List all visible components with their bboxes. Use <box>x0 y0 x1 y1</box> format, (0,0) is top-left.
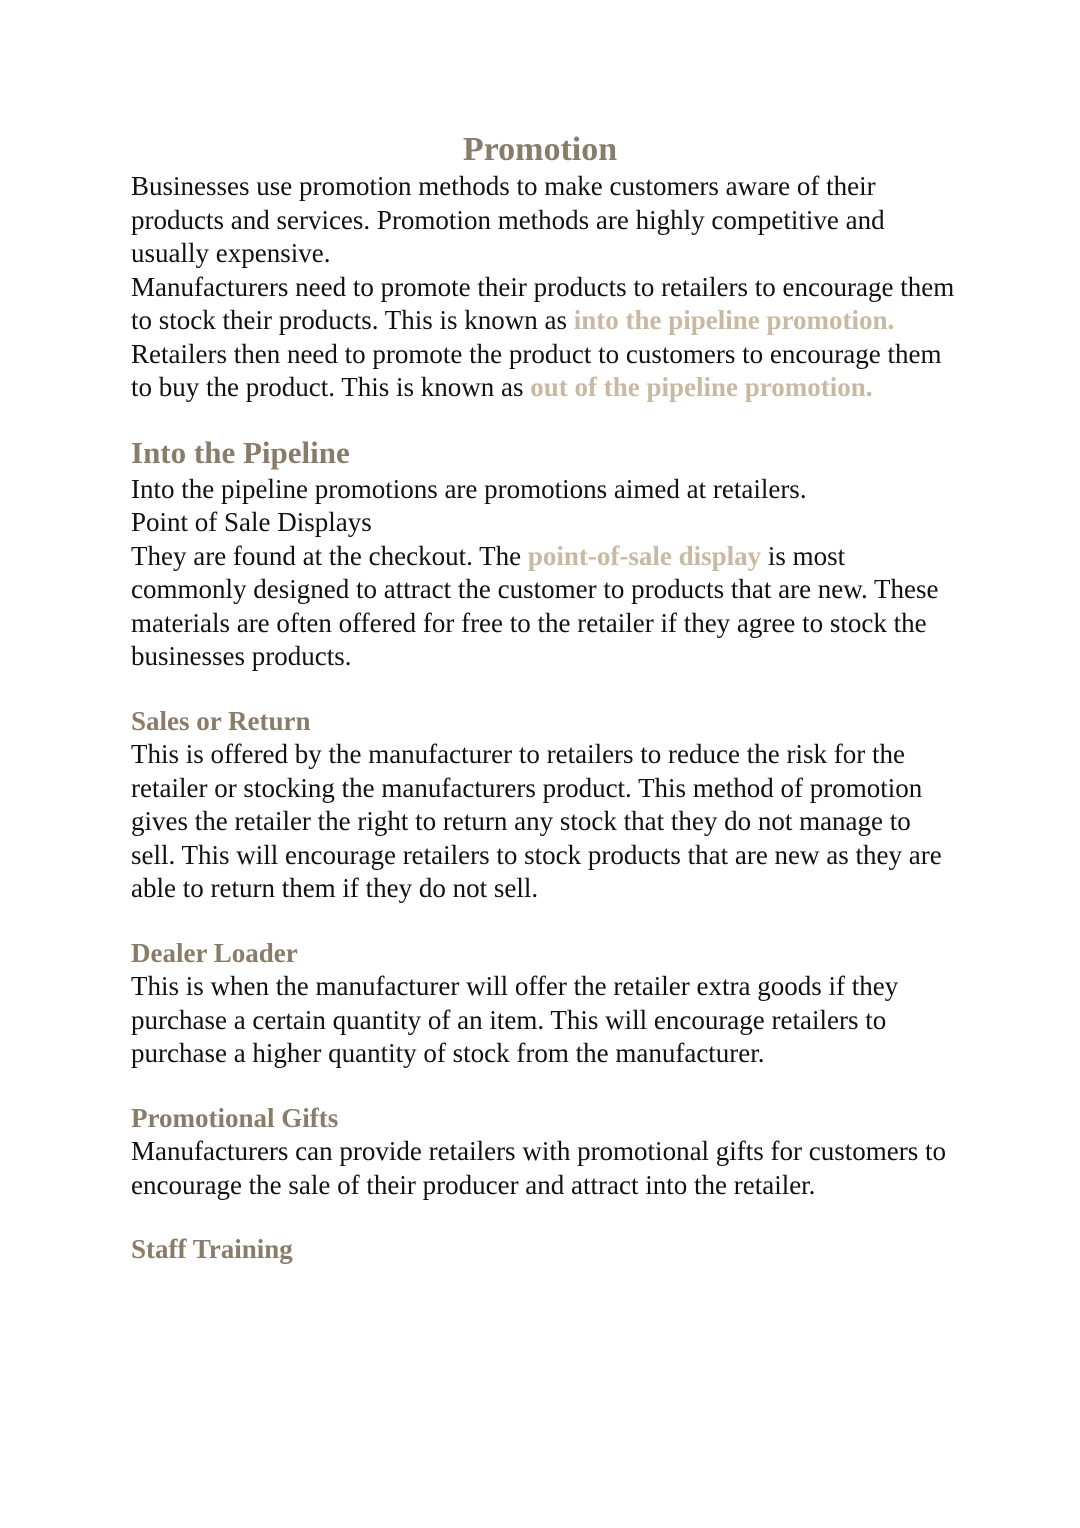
point-of-sale-text-after: is most commonly designed to attract the customer to products that are new. These materials are often offered for free to the retailer if they agree to stock the businesses products. <box>131 540 939 671</box>
intro-paragraph-3 <box>131 338 961 405</box>
sales-or-return-text: This is offered by the manufacturer to retailers to reduce the risk for the retailer or stocking the manufacturers product. This method of promotion gives the retailer the right to return any stock that they do not manage to sell. This will encourage retailers to stock products that are new as they are able to return them if they do not sell. <box>131 739 942 903</box>
intro-paragraph-2-text: Manufacturers need to promote their products to retailers to encourage them to stock their products. This is known as <box>131 271 955 335</box>
intro-paragraph-1: Businesses use promotion methods to make customers aware of their products and services. Promotion methods are highly competitive and usually expensive. <box>131 171 885 268</box>
section-heading-staff-training: Staff Training <box>131 1234 293 1264</box>
section-heading-dealer-loader: Dealer Loader <box>131 937 298 968</box>
point-of-sale-term: point-of-sale display <box>527 540 762 571</box>
point-of-sale-text-before: They are found at the checkout. The <box>131 540 528 571</box>
dealer-loader-text: This is when the manufacturer will offer the retailer extra goods if they purchase a certain quantity of an item. This will encourage retailers to purchase a higher quantity of stock from the manufacturer. <box>131 971 899 1068</box>
point-of-sale-subheading: Point of Sale Displays <box>131 507 372 537</box>
intro-paragraph-3-text: Retailers then need to promote the product to customers to encourage them to buy the product. This is known as <box>131 338 942 402</box>
section-heading-into-pipeline: Into the Pipeline <box>131 434 350 470</box>
page-title: Promotion <box>462 131 618 168</box>
into-pipeline-text: Into the pipeline promotions are promotions aimed at retailers. <box>131 473 807 504</box>
point-of-sale-paragraph <box>131 540 961 674</box>
out-of-pipeline-term: out of the pipeline promotion. <box>530 372 873 402</box>
into-pipeline-term: into the pipeline promotion. <box>573 305 895 335</box>
intro-paragraph-2 <box>131 271 961 338</box>
document-page <box>131 130 961 1267</box>
section-heading-promotional-gifts: Promotional Gifts <box>131 1102 339 1133</box>
section-heading-sales-or-return: Sales or Return <box>131 705 311 736</box>
promotional-gifts-text: Manufacturers can provide retailers with promotional gifts for customers to encourage the sale of their producer and attract into the retailer. <box>131 1136 947 1200</box>
